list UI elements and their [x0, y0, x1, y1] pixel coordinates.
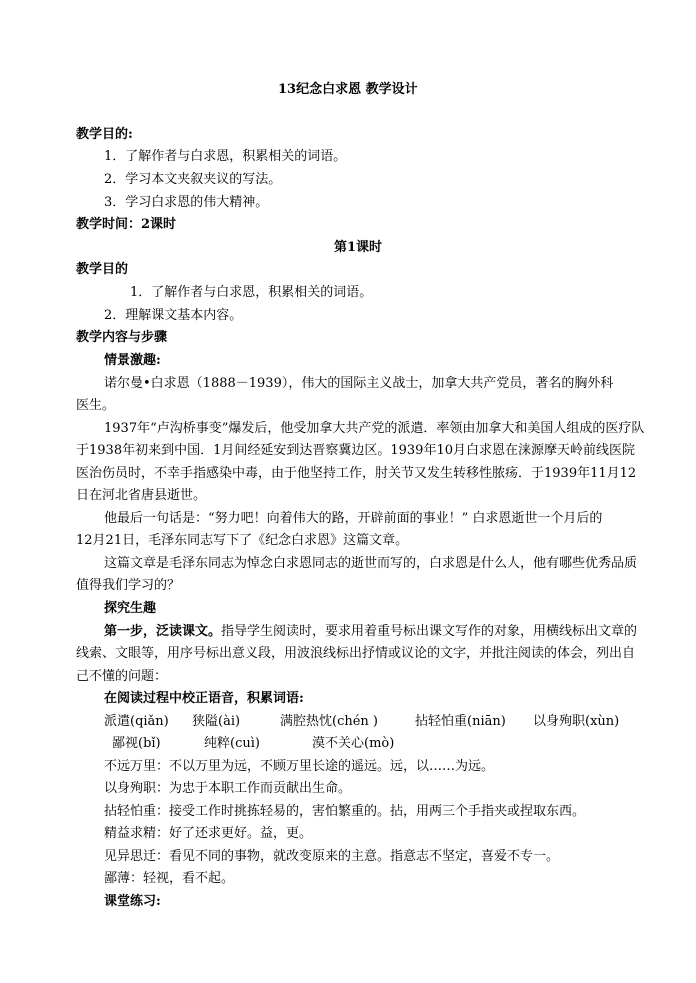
goal-item-2: 2．理解课文基本内容。	[104, 308, 243, 323]
intro-paragraph: 1937年“卢沟桥事变”爆发后，他受加拿大共产党的派遣．率领由加拿大和美国人组成的医疗队	[104, 421, 645, 436]
definition: 拈轻怕重：接受工作时挑拣轻易的，害怕繁重的。拈，用两三个手指夹或捏取东西。	[104, 804, 586, 819]
intro-paragraph: 日在河北省唐县逝世。	[76, 488, 207, 503]
vocab-item: 拈轻怕重(niān)	[415, 714, 506, 729]
intro-paragraph: 诺尔曼•白求恩（1888－1939），伟大的国际主义战士，加拿大共产党员，著名的胸外科	[104, 376, 614, 391]
steps-heading: 教学内容与步骤	[76, 330, 168, 345]
vocab-item: 以身殉职(xùn)	[533, 714, 620, 729]
intro-paragraph: 医生。	[76, 398, 116, 413]
vocab-heading: 在阅读过程中校正语音，积累词语:	[104, 691, 304, 706]
definition: 精益求精：好了还求更好。益，更。	[104, 826, 313, 841]
goal-item: 1．了解作者与白求恩，积累相关的词语。	[104, 149, 347, 164]
intro-heading: 情景激趣:	[104, 353, 161, 368]
vocab-item: 满腔热忱(chén )	[280, 714, 378, 729]
vocab-item: 纯粹(cuì)	[204, 736, 260, 751]
step1-continuation: 线索、文眼等，用序号标出意义段，用波浪线标出抒情或议论的文字，并批注阅读的体会，列出自	[76, 646, 636, 661]
intro-paragraph: 医治伤员时，不幸手指感染中毒，由于他坚持工作，肘关节又发生转移性脓疡．于1939年11月12	[76, 466, 637, 481]
vocab-item: 狭隘(ài)	[192, 714, 241, 729]
intro-paragraph: 这篇文章是毛泽东同志为悼念白求恩同志的逝世而写的，白求恩是什么人，他有哪些优秀品质	[104, 556, 638, 571]
step1-text: 指导学生阅读时，要求用着重号标出课文写作的对象，用横线标出文章的	[221, 624, 638, 639]
intro-paragraph: 他最后一句话是：“努力吧！向着伟大的路，开辟前面的事业！” 白求恩逝世一个月后的	[104, 511, 603, 526]
document-title: 13纪念白求恩 教学设计	[278, 82, 418, 97]
vocab-row	[112, 736, 394, 752]
step1-line	[104, 624, 637, 640]
goal-item-2: 1．了解作者与白求恩，积累相关的词语。	[130, 285, 373, 300]
lesson-title: 第1课时	[334, 240, 383, 255]
explore-heading: 探究生趣	[104, 601, 157, 616]
goal-item: 3．学习白求恩的伟大精神。	[104, 195, 269, 210]
intro-paragraph: 值得我们学习的？	[76, 578, 181, 593]
definition: 见异思迁：看见不同的事物，就改变原来的主意。指意志不坚定，喜爱不专一。	[104, 849, 560, 864]
vocab-item: 鄙视(bǐ)	[112, 736, 161, 751]
vocab-row	[104, 714, 619, 730]
definition: 以身殉职：为忠于本职工作而贡献出生命。	[104, 781, 352, 796]
goal-item: 2．学习本文夹叙夹议的写法。	[104, 172, 282, 187]
vocab-item: 派遣(qiǎn)	[104, 714, 169, 729]
goal-heading-2: 教学目的	[76, 262, 129, 277]
practice-heading: 课堂练习:	[104, 894, 161, 909]
intro-paragraph: 于1938年初来到中国．1月间经延安到达晋察冀边区。1939年10月白求恩在涞源摩天岭前线医院	[76, 443, 635, 458]
definition: 不远万里：不以万里为远，不顾万里长途的遥远。远，以……为远。	[104, 759, 495, 774]
intro-paragraph: 12月21日，毛泽东同志写下了《纪念白求恩》这篇文章。	[76, 533, 409, 548]
step1-label: 第一步，泛读课文。	[104, 624, 222, 639]
definition: 鄙薄：轻视，看不起。	[104, 871, 235, 886]
step1-continuation: 己不懂的问题：	[76, 669, 168, 684]
teaching-time: 教学时间：2课时	[76, 217, 177, 232]
goal-heading: 教学目的:	[76, 127, 133, 142]
vocab-item: 漠不关心(mò)	[312, 736, 395, 751]
